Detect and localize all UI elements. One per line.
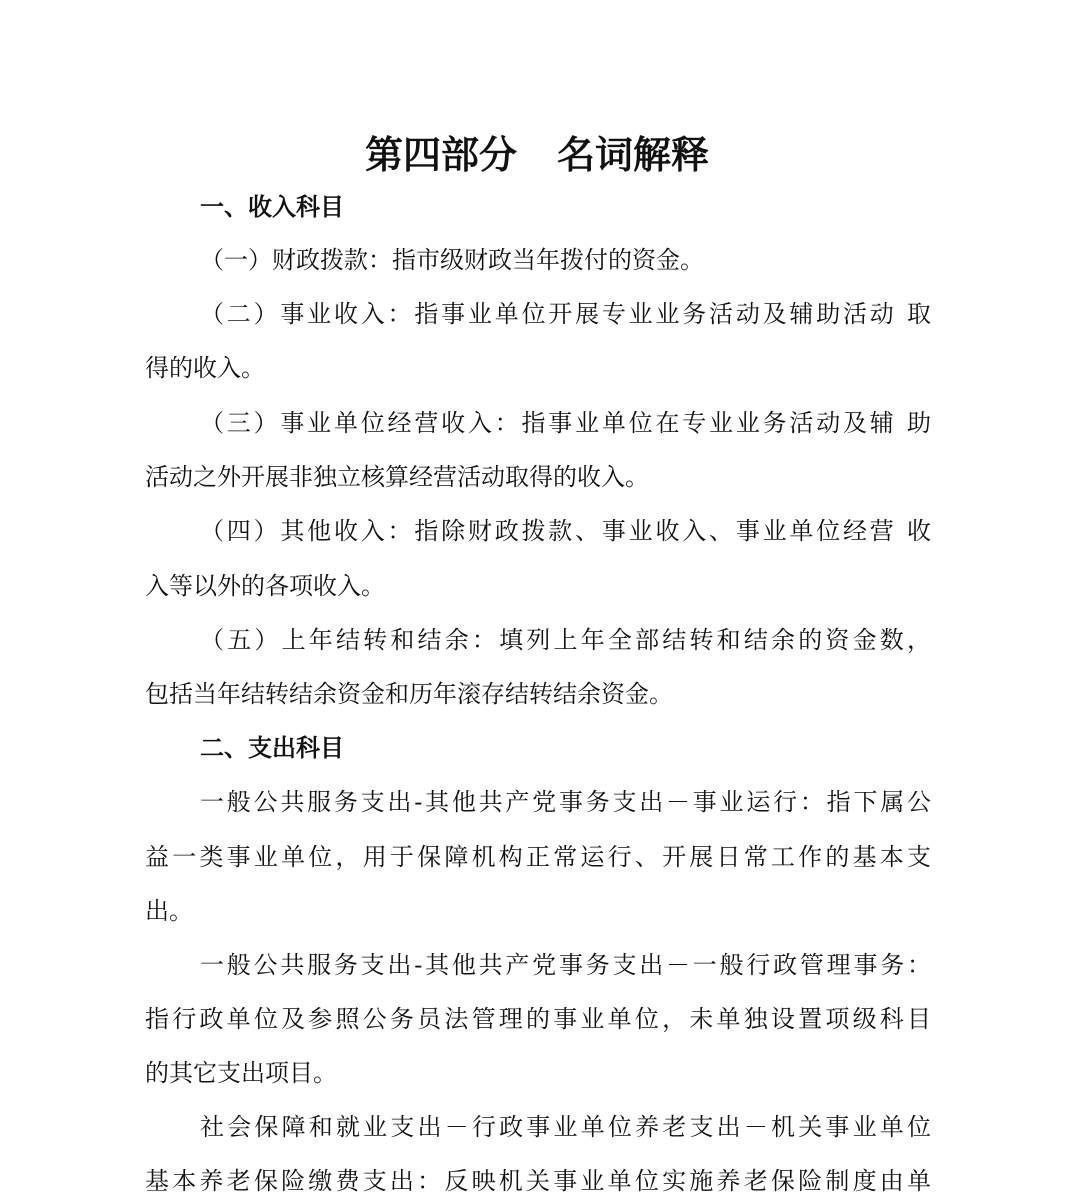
paragraph-line: 包括当年结转结余资金和历年滚存结转结余资金。 (145, 680, 673, 708)
paragraph-line: 基本养老保险缴费支出：反映机关事业单位实施养老保险制度由单 (145, 1167, 931, 1195)
paragraph-line: 一般公共服务支出-其他共产党事务支出－事业运行：指下属公 (200, 788, 931, 816)
title-part: 第四部分 (364, 132, 517, 177)
paragraph-line: 一般公共服务支出-其他共产党事务支出－一般行政管理事务： (200, 951, 931, 979)
paragraph-line: 指行政单位及参照公务员法管理的事业单位，未单独设置项级科目 (145, 1005, 931, 1033)
paragraph-line: （五）上年结转和结余：填列上年全部结转和结余的资金数， (200, 626, 931, 654)
paragraph-line: 得的收入。 (145, 354, 265, 382)
paragraph-line: 的其它支出项目。 (145, 1059, 337, 1087)
paragraph-line: （一）财政拨款：指市级财政当年拨付的资金。 (200, 246, 704, 274)
page-title (0, 124, 1074, 179)
paragraph-line: 益一类事业单位，用于保障机构正常运行、开展日常工作的基本支 (145, 843, 931, 871)
paragraph-line: （三）事业单位经营收入：指事业单位在专业业务活动及辅 助 (200, 409, 931, 437)
section-heading-expense: 二、支出科目 (200, 734, 344, 762)
paragraph-line: 入等以外的各项收入。 (145, 572, 385, 600)
paragraph-line: 活动之外开展非独立核算经营活动取得的收入。 (145, 463, 649, 491)
section-heading-income: 一、收入科目 (200, 193, 344, 221)
paragraph-line: （四）其他收入：指除财政拨款、事业收入、事业单位经营 收 (200, 517, 931, 545)
paragraph-line: （二）事业收入：指事业单位开展专业业务活动及辅助活动 取 (200, 300, 931, 328)
paragraph-line: 社会保障和就业支出－行政事业单位养老支出－机关事业单位 (200, 1113, 931, 1141)
paragraph-line: 出。 (145, 897, 193, 925)
title-name: 名词解释 (557, 132, 710, 177)
